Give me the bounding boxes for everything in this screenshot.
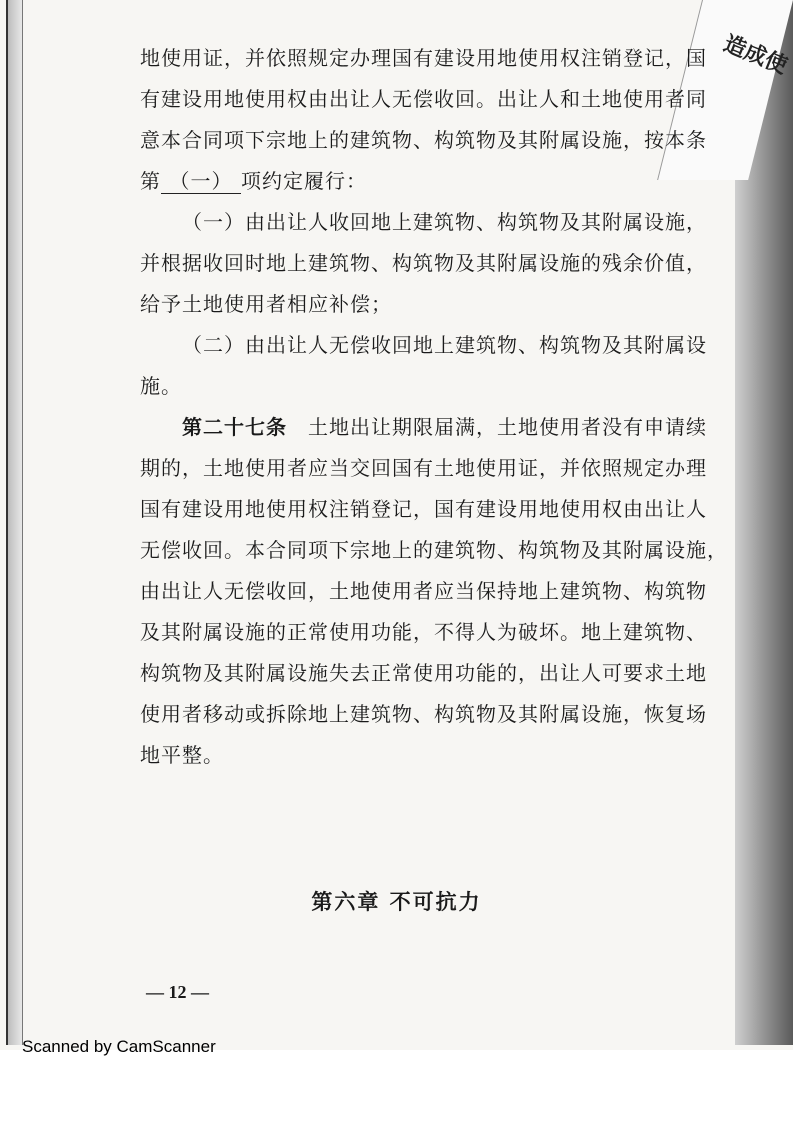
scanner-watermark: Scanned by CamScanner (22, 1037, 216, 1056)
article-number: 第二十七条 (182, 415, 287, 439)
text-line: 无偿收回。本合同项下宗地上的建筑物、构筑物及其附属设施， (140, 538, 728, 562)
text-line: 构筑物及其附属设施失去正常使用功能的，出让人可要求土地 (140, 661, 707, 685)
adjacent-page-text: 造成使 (719, 30, 791, 80)
text-line: 地平整。 (140, 743, 224, 767)
article-line (140, 407, 730, 448)
text-line-indented: （一）由出让人收回地上建筑物、构筑物及其附属设施， (182, 210, 707, 234)
page-number: — 12 — (146, 982, 209, 1002)
text-line: 有建设用地使用权由出让人无偿收回。出让人和土地使用者同 (140, 87, 707, 111)
blank-suffix: 项约定履行： (241, 169, 367, 193)
text-line: 施。 (140, 374, 182, 398)
text-line: 地使用证，并依照规定办理国有建设用地使用权注销登记，国 (140, 46, 707, 70)
article-text: 土地出让期限届满，土地使用者没有申请续 (287, 415, 707, 439)
footer-area (0, 1050, 793, 1122)
text-line-indented: （二）由出让人无偿收回地上建筑物、构筑物及其附属设 (182, 333, 707, 357)
text-line: 使用者移动或拆除地上建筑物、构筑物及其附属设施，恢复场 (140, 702, 707, 726)
document-body (140, 38, 730, 776)
text-line: 由出让人无偿收回，土地使用者应当保持地上建筑物、构筑物 (140, 579, 707, 603)
filled-blank: （一） (161, 169, 241, 194)
text-line: 并根据收回时地上建筑物、构筑物及其附属设施的残余价值， (140, 251, 707, 275)
chapter-title: 第六章 不可抗力 (311, 890, 482, 914)
text-line-with-blank (140, 161, 730, 202)
text-line: 意本合同项下宗地上的建筑物、构筑物及其附属设施，按本条 (140, 128, 707, 152)
text-line: 期的，土地使用者应当交回国有土地使用证，并依照规定办理 (140, 456, 707, 480)
blank-prefix: 第 (140, 169, 161, 193)
text-line: 给予土地使用者相应补偿； (140, 292, 392, 316)
text-line: 及其附属设施的正常使用功能，不得人为破坏。地上建筑物、 (140, 620, 707, 644)
text-line: 国有建设用地使用权注销登记，国有建设用地使用权由出让人 (140, 497, 707, 521)
